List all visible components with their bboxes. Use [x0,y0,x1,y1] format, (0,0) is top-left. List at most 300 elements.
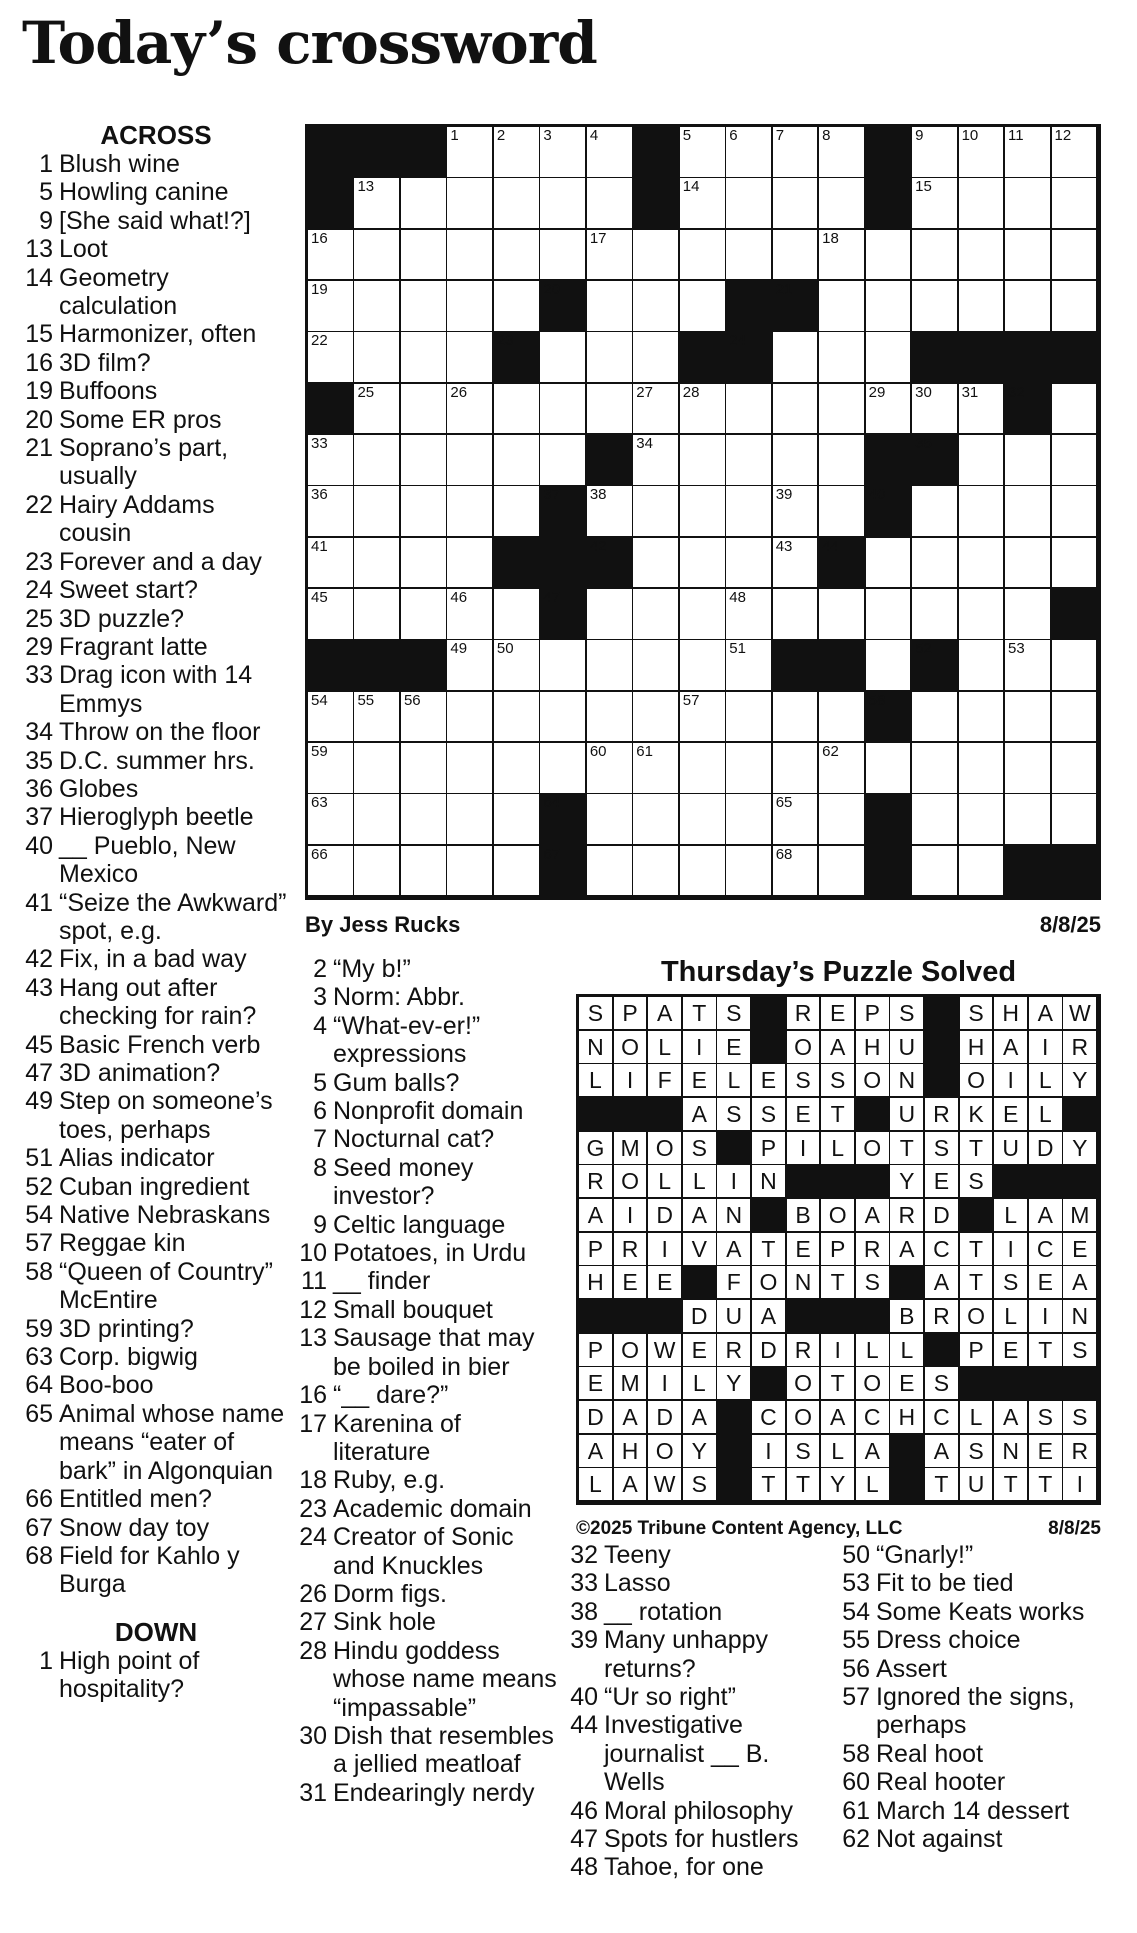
grid-cell[interactable] [587,486,634,538]
clue-item[interactable] [22,775,290,803]
grid-cell[interactable] [633,692,680,744]
grid-cell[interactable] [819,435,866,487]
grid-cell[interactable] [959,384,1006,436]
grid-cell[interactable] [726,486,773,538]
grid-cell[interactable] [773,692,820,744]
clue-item[interactable] [566,1825,836,1853]
grid-cell[interactable] [447,178,494,230]
grid-cell[interactable] [354,281,401,333]
grid-cell[interactable] [633,332,680,384]
clue-item[interactable] [838,1598,1128,1626]
clue-item[interactable] [295,1069,560,1097]
grid-cell[interactable] [912,384,959,436]
clue-item[interactable] [22,1087,290,1144]
grid-cell[interactable] [773,332,820,384]
grid-cell[interactable] [494,435,541,487]
grid-cell[interactable] [633,846,680,898]
grid-cell[interactable] [401,230,448,282]
clue-item[interactable] [838,1569,1128,1597]
grid-cell[interactable] [1005,435,1052,487]
grid-cell[interactable] [726,846,773,898]
grid-cell[interactable] [494,230,541,282]
grid-cell[interactable] [1005,743,1052,795]
grid-cell[interactable] [1052,743,1099,795]
grid-cell[interactable] [959,281,1006,333]
grid-cell[interactable] [819,486,866,538]
grid-cell[interactable] [494,640,541,692]
clue-item[interactable] [295,1637,560,1722]
grid-cell[interactable] [587,743,634,795]
grid-cell[interactable] [959,230,1006,282]
grid-cell[interactable] [959,794,1006,846]
grid-cell[interactable] [819,281,866,333]
clue-item[interactable] [22,235,290,263]
clue-item[interactable] [838,1768,1128,1796]
clue-item[interactable] [838,1740,1128,1768]
grid-cell[interactable] [912,230,959,282]
grid-cell[interactable] [401,538,448,590]
grid-cell[interactable] [494,281,541,333]
grid-cell[interactable] [1052,230,1099,282]
grid-cell[interactable] [633,589,680,641]
grid-cell[interactable] [959,538,1006,590]
grid-cell[interactable] [540,178,587,230]
grid-cell[interactable] [354,794,401,846]
clue-item[interactable] [22,377,290,405]
grid-cell[interactable] [401,332,448,384]
grid-cell[interactable] [633,486,680,538]
grid-cell[interactable] [959,589,1006,641]
grid-cell[interactable] [773,178,820,230]
clue-item[interactable] [295,1495,560,1523]
grid-cell[interactable] [819,846,866,898]
grid-cell[interactable] [401,846,448,898]
grid-cell[interactable] [308,846,355,898]
clue-item[interactable] [22,207,290,235]
grid-cell[interactable] [1005,486,1052,538]
grid-cell[interactable] [726,743,773,795]
grid-cell[interactable] [308,589,355,641]
clue-item[interactable] [566,1598,836,1626]
clue-item[interactable] [22,1514,290,1542]
cell-number: 7 [775,127,785,144]
grid-cell[interactable] [866,281,913,333]
grid-cell[interactable] [866,384,913,436]
grid-cell[interactable] [354,230,401,282]
clue-item[interactable] [295,983,560,1011]
clue-item[interactable] [295,1608,560,1636]
grid-cell[interactable] [447,692,494,744]
grid-cell[interactable] [401,692,448,744]
grid-cell[interactable] [819,230,866,282]
cell-number: 21 [775,281,793,298]
grid-cell[interactable] [308,538,355,590]
clue-item[interactable] [295,1523,560,1580]
grid-cell[interactable] [959,846,1006,898]
grid-cell[interactable] [308,692,355,744]
grid-cell[interactable] [726,127,773,179]
grid-cell[interactable] [447,281,494,333]
grid-cell[interactable] [680,743,727,795]
grid-cell[interactable] [1052,538,1099,590]
clue-item[interactable] [22,548,290,576]
grid-cell[interactable] [401,281,448,333]
clue-item[interactable] [295,1097,560,1125]
clue-item[interactable] [838,1626,1128,1654]
clue-item[interactable] [22,1542,290,1599]
grid-cell[interactable] [308,486,355,538]
grid-cell[interactable] [587,230,634,282]
grid-cell[interactable] [494,846,541,898]
grid-cell[interactable] [354,384,401,436]
grid-cell[interactable] [1052,178,1099,230]
grid-cell[interactable] [401,794,448,846]
grid-cell[interactable] [680,435,727,487]
clue-item[interactable] [295,1211,560,1239]
clue-item[interactable] [295,1239,560,1267]
clue-item[interactable] [22,1371,290,1399]
grid-cell[interactable] [726,435,773,487]
grid-cell[interactable] [494,589,541,641]
grid-cell[interactable] [773,486,820,538]
grid-cell[interactable] [494,794,541,846]
grid-cell[interactable] [773,589,820,641]
grid-cell[interactable] [959,435,1006,487]
solution-letter: W [648,1334,683,1368]
clue-item[interactable] [566,1683,836,1711]
clue-item[interactable] [22,1258,290,1315]
grid-cell[interactable] [680,692,727,744]
grid-cell[interactable] [819,332,866,384]
grid-cell[interactable] [773,127,820,179]
clue-item[interactable] [22,747,290,775]
grid-cell[interactable] [540,332,587,384]
clue-item[interactable] [22,661,290,718]
clue-item[interactable] [22,576,290,604]
grid-cell[interactable] [1052,692,1099,744]
grid-cell[interactable] [401,384,448,436]
clue-item[interactable] [22,889,290,946]
clue-item[interactable] [22,349,290,377]
clue-item[interactable] [22,150,290,178]
grid-cell[interactable] [540,743,587,795]
clue-item[interactable] [295,1324,560,1381]
grid-cell[interactable] [1052,281,1099,333]
clue-item[interactable] [22,1229,290,1257]
grid-cell[interactable] [447,435,494,487]
clue-item[interactable] [295,1410,560,1467]
grid-cell[interactable] [401,589,448,641]
grid-cell[interactable] [1005,230,1052,282]
grid-cell[interactable] [1005,589,1052,641]
grid-cell[interactable] [308,435,355,487]
grid-cell[interactable] [866,332,913,384]
grid-cell[interactable] [866,230,913,282]
grid-cell[interactable] [447,384,494,436]
clue-item[interactable] [566,1797,836,1825]
clue-item[interactable] [22,1201,290,1229]
grid-cell[interactable] [773,230,820,282]
grid-cell[interactable] [540,692,587,744]
clue-item[interactable] [22,718,290,746]
grid-cell[interactable] [308,743,355,795]
grid-cell[interactable] [680,846,727,898]
clue-item[interactable] [22,1173,290,1201]
grid-cell[interactable] [308,281,355,333]
grid-cell[interactable] [540,640,587,692]
grid-cell[interactable] [912,486,959,538]
grid-cell[interactable] [354,486,401,538]
grid-cell[interactable] [1052,794,1099,846]
grid-cell[interactable] [354,435,401,487]
grid-cell[interactable] [633,384,680,436]
crossword-grid[interactable] [305,124,1101,900]
grid-cell[interactable] [866,743,913,795]
grid-cell[interactable] [680,589,727,641]
grid-cell[interactable] [1052,486,1099,538]
grid-cell[interactable] [959,486,1006,538]
grid-cell[interactable] [494,178,541,230]
grid-cell[interactable] [587,794,634,846]
grid-cell[interactable] [912,743,959,795]
grid-cell[interactable] [633,435,680,487]
clue-item[interactable] [838,1797,1128,1825]
grid-cell[interactable] [540,435,587,487]
grid-cell[interactable] [540,127,587,179]
grid-cell[interactable] [1052,384,1099,436]
grid-cell[interactable] [819,589,866,641]
clue-text: 3D puzzle? [59,604,185,633]
grid-cell[interactable] [633,794,680,846]
grid-cell[interactable] [494,384,541,436]
grid-cell[interactable] [912,178,959,230]
grid-cell[interactable] [633,640,680,692]
grid-cell[interactable] [447,846,494,898]
grid-cell[interactable] [912,589,959,641]
clue-item[interactable] [295,955,560,983]
clue-item[interactable] [22,1485,290,1513]
grid-cell[interactable] [447,640,494,692]
clue-item[interactable] [22,974,290,1031]
clue-item[interactable] [838,1825,1128,1853]
grid-cell[interactable] [726,640,773,692]
clue-item[interactable] [566,1626,836,1683]
solution-letter: O [614,1031,649,1065]
grid-cell[interactable] [866,538,913,590]
grid-cell[interactable] [866,640,913,692]
grid-cell[interactable] [959,743,1006,795]
grid-cell[interactable] [1005,794,1052,846]
clue-item[interactable] [295,1779,560,1807]
clue-item[interactable] [838,1541,1128,1569]
cell-number: 68 [775,845,793,863]
grid-cell[interactable] [1052,435,1099,487]
grid-cell[interactable] [912,692,959,744]
clue-item[interactable] [22,1059,290,1087]
grid-cell[interactable] [447,538,494,590]
clue-item[interactable] [22,803,290,831]
grid-cell[interactable] [1005,127,1052,179]
grid-cell[interactable] [587,692,634,744]
clue-text: Real hoot [876,1739,984,1768]
grid-cell[interactable] [354,743,401,795]
clue-item[interactable] [22,605,290,633]
grid-cell[interactable] [447,230,494,282]
grid-cell[interactable] [308,794,355,846]
clue-item[interactable] [22,633,290,661]
grid-cell[interactable] [354,178,401,230]
clue-item[interactable] [295,1154,560,1211]
clue-item[interactable] [22,264,290,321]
grid-cell[interactable] [912,846,959,898]
grid-cell[interactable] [959,178,1006,230]
clue-item[interactable] [838,1683,1128,1740]
grid-cell[interactable] [1005,178,1052,230]
grid-cell[interactable] [354,538,401,590]
clue-item[interactable] [566,1541,836,1569]
grid-cell[interactable] [633,230,680,282]
grid-cell[interactable] [680,384,727,436]
grid-cell[interactable] [587,281,634,333]
grid-cell[interactable] [912,281,959,333]
grid-cell[interactable] [726,384,773,436]
grid-cell[interactable] [447,794,494,846]
grid-cell[interactable] [680,486,727,538]
grid-cell[interactable] [773,743,820,795]
grid-cell[interactable] [587,332,634,384]
clue-item[interactable] [22,832,290,889]
grid-cell[interactable] [819,178,866,230]
grid-cell[interactable] [587,384,634,436]
grid-cell[interactable] [633,538,680,590]
clue-item[interactable] [22,491,290,548]
grid-cell[interactable] [773,384,820,436]
grid-cell[interactable] [354,332,401,384]
grid-cell[interactable] [959,127,1006,179]
grid-cell[interactable] [633,743,680,795]
grid-cell[interactable] [587,846,634,898]
clue-item[interactable] [22,1647,290,1704]
grid-cell[interactable] [401,743,448,795]
clue-item[interactable] [566,1853,836,1881]
grid-cell[interactable] [680,538,727,590]
grid-cell[interactable] [726,178,773,230]
grid-cell[interactable] [1052,640,1099,692]
grid-cell[interactable] [773,794,820,846]
grid-cell[interactable] [587,589,634,641]
clue-item[interactable] [566,1569,836,1597]
clue-item[interactable] [22,945,290,973]
grid-cell[interactable] [633,281,680,333]
grid-cell[interactable] [354,692,401,744]
grid-cell[interactable] [680,127,727,179]
clue-item[interactable] [295,1296,560,1324]
clue-item[interactable] [838,1655,1128,1683]
grid-cell[interactable] [494,743,541,795]
clue-item[interactable] [566,1711,836,1796]
clue-item[interactable] [295,1580,560,1608]
clue-item[interactable] [22,320,290,348]
grid-cell[interactable] [773,846,820,898]
grid-cell[interactable] [680,281,727,333]
clue-item[interactable] [22,1315,290,1343]
grid-cell[interactable] [726,230,773,282]
clue-item[interactable] [22,1343,290,1371]
clue-item[interactable] [22,1400,290,1485]
grid-cell[interactable] [1005,538,1052,590]
grid-cell[interactable] [819,794,866,846]
clue-item[interactable] [295,1267,560,1295]
grid-cell[interactable] [540,384,587,436]
grid-cell[interactable] [401,178,448,230]
clue-item[interactable] [295,1466,560,1494]
clue-item[interactable] [295,1125,560,1153]
grid-cell[interactable] [819,743,866,795]
grid-cell[interactable] [773,435,820,487]
grid-cell[interactable] [819,384,866,436]
grid-cell[interactable] [587,178,634,230]
grid-cell[interactable] [587,127,634,179]
grid-cell[interactable] [308,230,355,282]
grid-cell[interactable] [447,486,494,538]
grid-cell[interactable] [819,692,866,744]
grid-cell[interactable] [726,589,773,641]
grid-cell[interactable] [773,538,820,590]
grid-cell[interactable] [680,178,727,230]
grid-cell[interactable] [959,640,1006,692]
grid-cell[interactable] [680,230,727,282]
grid-cell[interactable] [308,332,355,384]
grid-cell[interactable] [912,538,959,590]
clue-item[interactable] [22,406,290,434]
grid-cell[interactable] [354,589,401,641]
grid-cell[interactable] [354,846,401,898]
grid-cell[interactable] [401,435,448,487]
clue-item[interactable] [22,1144,290,1172]
grid-cell[interactable] [959,692,1006,744]
grid-cell[interactable] [912,794,959,846]
clue-item[interactable] [295,1012,560,1069]
grid-cell[interactable] [726,794,773,846]
grid-cell[interactable] [680,794,727,846]
clue-item[interactable] [295,1381,560,1409]
clue-item[interactable] [22,1031,290,1059]
grid-cell[interactable] [726,538,773,590]
grid-cell[interactable] [494,127,541,179]
grid-cell[interactable] [447,589,494,641]
grid-cell[interactable] [680,640,727,692]
clue-item[interactable] [22,434,290,491]
grid-cell[interactable] [447,332,494,384]
grid-cell[interactable] [866,589,913,641]
grid-cell[interactable] [447,127,494,179]
grid-cell[interactable] [401,486,448,538]
grid-cell[interactable] [1052,127,1099,179]
clue-item[interactable] [22,178,290,206]
grid-cell[interactable] [494,486,541,538]
grid-cell[interactable] [1005,281,1052,333]
grid-cell[interactable] [447,743,494,795]
grid-cell[interactable] [1005,640,1052,692]
grid-cell[interactable] [540,230,587,282]
grid-cell[interactable] [1005,692,1052,744]
clue-item[interactable] [295,1722,560,1779]
grid-cell[interactable] [819,127,866,179]
grid-cell[interactable] [912,127,959,179]
grid-cell[interactable] [587,640,634,692]
grid-cell[interactable] [494,692,541,744]
grid-cell[interactable] [726,692,773,744]
